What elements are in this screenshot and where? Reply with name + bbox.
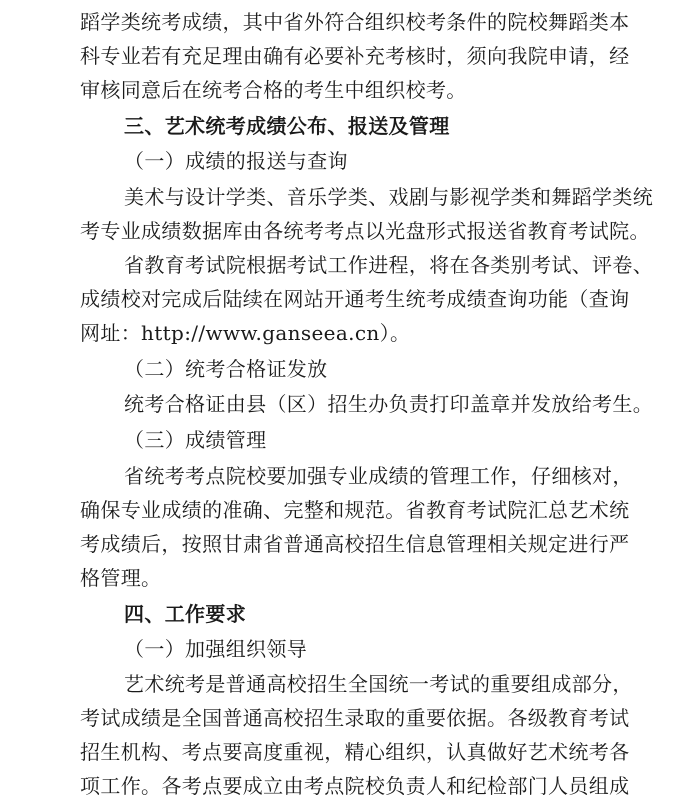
paragraph-line: 科专业若有充足理由确有必要补充考核时，须向我院申请，经: [80, 44, 630, 68]
section-heading-3: 三、艺术统考成绩公布、报送及管理: [124, 114, 450, 138]
paragraph-line: 艺术统考是普通高校招生全国统一考试的重要组成部分，: [124, 672, 633, 696]
paragraph-line: 美术与设计学类、音乐学类、戏剧与影视学类和舞蹈学类统: [124, 185, 654, 209]
paragraph-line: 成绩校对完成后陆续在网站开通考生统考成绩查询功能（查询: [80, 287, 630, 311]
subsection-heading-3-2: （二）统考合格证发放: [124, 357, 328, 381]
paragraph-line: 格管理。: [80, 566, 162, 590]
paragraph-line: 确保专业成绩的准确、完整和规范。省教育考试院汇总艺术统: [80, 498, 630, 522]
subsection-heading-3-3: （三）成绩管理: [124, 428, 267, 452]
paragraph-line: 考专业成绩数据库由各统考考点以光盘形式报送省教育考试院。: [80, 219, 650, 243]
paragraph-line: 考试成绩是全国普通高校招生录取的重要依据。各级教育考试: [80, 706, 630, 730]
section-heading-4: 四、工作要求: [124, 602, 247, 626]
paragraph-line: 网址：http://www.ganseea.cn）。: [80, 321, 411, 345]
paragraph-line: 省教育考试院根据考试工作进程，将在各类别考试、评卷、: [124, 253, 654, 277]
paragraph-line: 招生机构、考点要高度重视，精心组织，认真做好艺术统考各: [80, 740, 630, 764]
paragraph-line: 考成绩后，按照甘肃省普通高校招生信息管理相关规定进行严: [80, 532, 630, 556]
subsection-heading-3-1: （一）成绩的报送与查询: [124, 149, 348, 173]
subsection-heading-4-1: （一）加强组织领导: [124, 637, 308, 661]
paragraph-line: 审核同意后在统考合格的考生中组织校考。: [80, 78, 467, 102]
paragraph-line: 统考合格证由县（区）招生办负责打印盖章并发放给考生。: [124, 392, 654, 416]
paragraph-line: 省统考考点院校要加强专业成绩的管理工作，仔细核对，: [124, 464, 633, 488]
paragraph-line: 蹈学类统考成绩，其中省外符合组织校考条件的院校舞蹈类本: [80, 10, 630, 34]
paragraph-line: 项工作。各考点要成立由考点院校负责人和纪检部门人员组成: [80, 774, 630, 798]
